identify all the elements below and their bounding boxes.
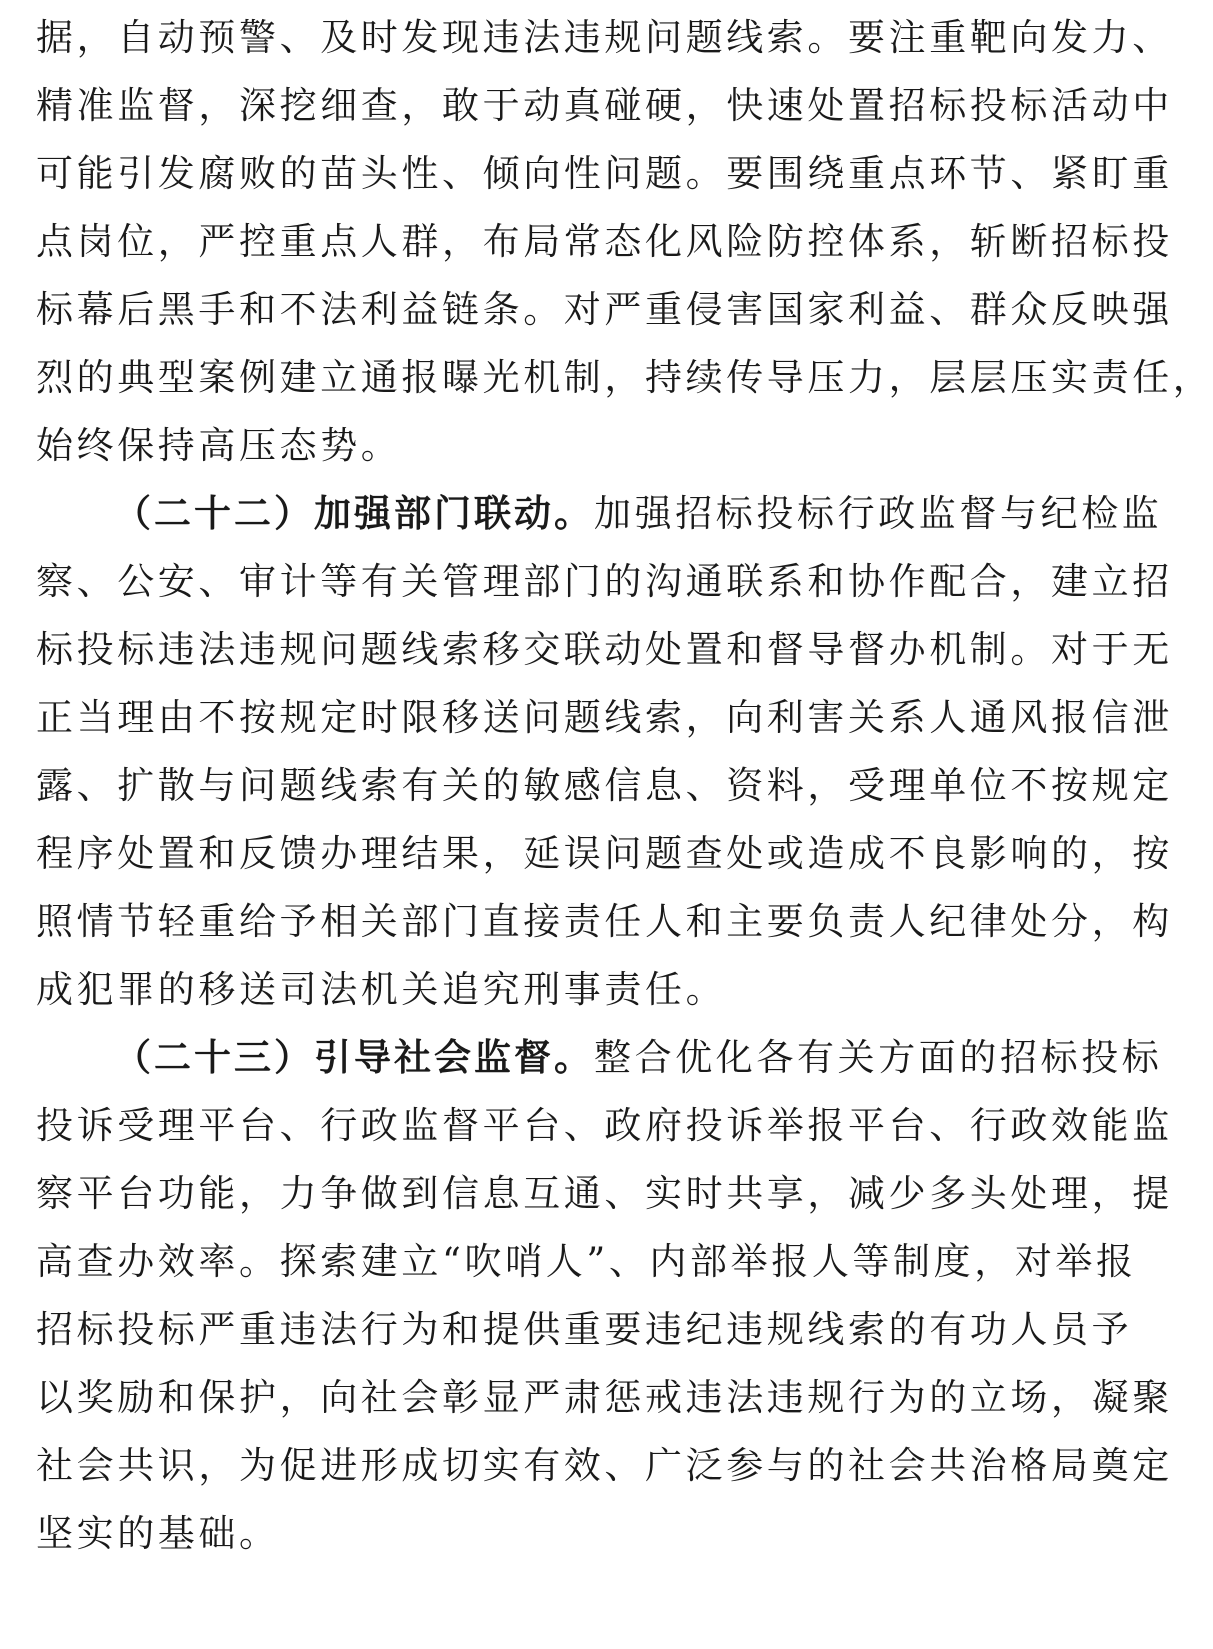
text-line: 察、公安、审计等有关管理部门的沟通联系和协作配合，建立招 (36, 560, 1173, 603)
section-heading: （二十三）引导社会监督。 (114, 1036, 594, 1079)
text-line: 照情节轻重给予相关部门直接责任人和主要负责人纪律处分，构 (36, 900, 1173, 943)
text-line: 标幕后黑手和不法利益链条。对严重侵害国家利益、群众反映强 (36, 288, 1173, 331)
paragraph-1 (36, 4, 1213, 480)
text-line: 烈的典型案例建立通报曝光机制，持续传导压力，层层压实责任， (36, 356, 1213, 399)
text-line: 点岗位，严控重点人群，布局常态化风险防控体系，斩断招标投 (36, 220, 1173, 263)
document-page (36, 0, 1213, 1568)
text-line: 以奖励和保护，向社会彰显严肃惩戒违法违规行为的立场，凝聚 (36, 1376, 1173, 1419)
text-line: 投诉受理平台、行政监督平台、政府投诉举报平台、行政效能监 (36, 1104, 1173, 1147)
text-line: 程序处置和反馈办理结果，延误问题查处或造成不良影响的，按 (36, 832, 1173, 875)
paragraph-23-social-supervision (36, 1024, 1173, 1568)
section-heading: （二十二）加强部门联动。 (114, 492, 594, 535)
text-line: 露、扩散与问题线索有关的敏感信息、资料，受理单位不按规定 (36, 764, 1173, 807)
heading-line-rest: 加强招标投标行政监督与纪检监 (594, 492, 1163, 535)
text-line: 据，自动预警、及时发现违法违规问题线索。要注重靶向发力、 (36, 16, 1173, 59)
heading-line-rest: 整合优化各有关方面的招标投标 (594, 1036, 1163, 1079)
text-line: 正当理由不按规定时限移送问题线索，向利害关系人通风报信泄 (36, 696, 1173, 739)
text-line: 始终保持高压态势。 (36, 424, 402, 467)
text-line: 招标投标严重违法行为和提供重要违纪违规线索的有功人员予 (36, 1308, 1133, 1351)
text-line: 高查办效率。探索建立“吹哨人”、内部举报人等制度，对举报 (36, 1240, 1137, 1283)
text-line: 社会共识，为促进形成切实有效、广泛参与的社会共治格局奠定 (36, 1444, 1173, 1487)
paragraph-first-line (36, 480, 1163, 548)
text-line: 成犯罪的移送司法机关追究刑事责任。 (36, 968, 727, 1011)
text-line: 察平台功能，力争做到信息互通、实时共享，减少多头处理，提 (36, 1172, 1173, 1215)
paragraph-22-department-linkage (36, 480, 1173, 1024)
paragraph-first-line (36, 1024, 1163, 1092)
text-line: 标投标违法违规问题线索移交联动处置和督导督办机制。对于无 (36, 628, 1173, 671)
text-line: 坚实的基础。 (36, 1512, 280, 1555)
text-line: 可能引发腐败的苗头性、倾向性问题。要围绕重点环节、紧盯重 (36, 152, 1173, 195)
text-line: 精准监督，深挖细查，敢于动真碰硬，快速处置招标投标活动中 (36, 84, 1173, 127)
